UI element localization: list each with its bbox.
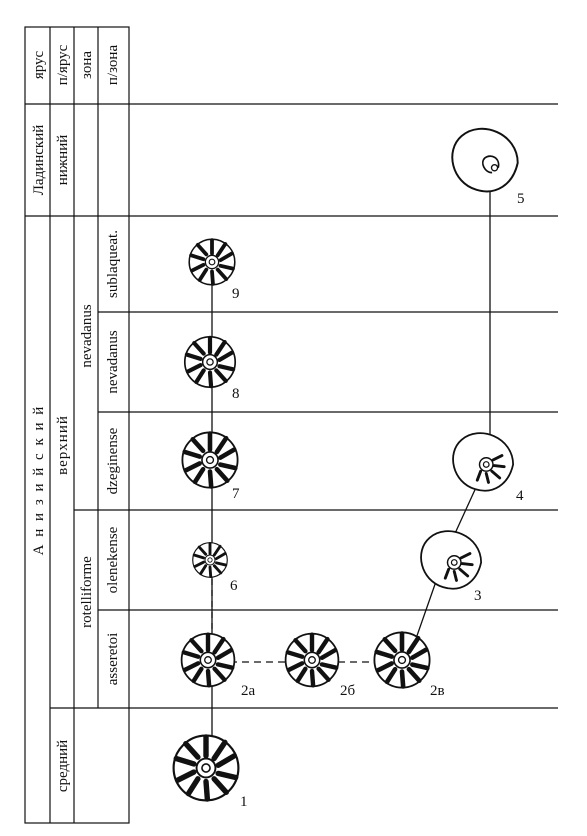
- ammonite-icon: [185, 337, 235, 387]
- specimen-4: [453, 433, 513, 490]
- subzone-nevadanus: nevadanus: [105, 330, 121, 394]
- specimen-2b: [286, 634, 339, 687]
- specimen-2a: [182, 634, 235, 687]
- label-7: 7: [232, 486, 240, 502]
- label-4: 4: [516, 488, 524, 504]
- label-2a: 2а: [241, 683, 256, 699]
- specimen-labels: [230, 191, 525, 810]
- header-substage: п/ярус: [55, 44, 71, 86]
- subzone-olenekense: olenekense: [105, 526, 121, 594]
- specimen-1: [174, 736, 239, 801]
- substage-lower: нижний: [55, 134, 71, 186]
- stage-anisian: А н и з и й с к и й: [31, 404, 47, 556]
- subzone-sublaqueat: sublaqueat.: [105, 230, 121, 298]
- header-subzone: п/зона: [105, 44, 121, 86]
- ammonite-icon: [453, 433, 513, 490]
- specimen-5: [452, 129, 517, 192]
- specimen-6: [193, 543, 228, 578]
- label-8: 8: [232, 386, 240, 402]
- specimen-8: [185, 337, 235, 387]
- label-6: 6: [230, 578, 238, 594]
- zone-nevadanus: nevadanus: [79, 304, 95, 368]
- ammonite-icon: [182, 634, 235, 687]
- label-3: 3: [474, 588, 482, 604]
- substage-upper: верхний: [55, 415, 71, 475]
- specimen-2v: [374, 632, 429, 687]
- ammonite-icon: [286, 634, 339, 687]
- ammonite-icon: [189, 239, 235, 285]
- ammonite-icon: [193, 543, 228, 578]
- column-headers: [31, 44, 121, 85]
- header-zone: зона: [79, 50, 95, 80]
- label-9: 9: [232, 286, 240, 302]
- label-5: 5: [517, 191, 525, 207]
- label-2v: 2в: [430, 683, 445, 699]
- ammonite-icon: [182, 432, 237, 487]
- stage-ladinian: Ладинский: [31, 124, 47, 196]
- specimen-3: [421, 531, 481, 588]
- label-1: 1: [240, 794, 248, 810]
- ammonite-icon: [174, 736, 239, 801]
- phylogeny-lines: [212, 190, 490, 762]
- ammonite-icon: [452, 129, 517, 192]
- specimen-7: [182, 432, 237, 487]
- header-stage: ярус: [31, 50, 47, 80]
- subzone-dzeginense: dzeginense: [105, 427, 121, 495]
- specimen-9: [189, 239, 235, 285]
- ammonite-icon: [374, 632, 429, 687]
- label-2b: 2б: [340, 683, 356, 699]
- substage-middle: средний: [55, 739, 71, 793]
- ammonite-icon: [421, 531, 481, 588]
- subzone-asseretoi: asseretoi: [105, 632, 121, 686]
- zone-rotelliforme: rotelliforme: [79, 556, 95, 628]
